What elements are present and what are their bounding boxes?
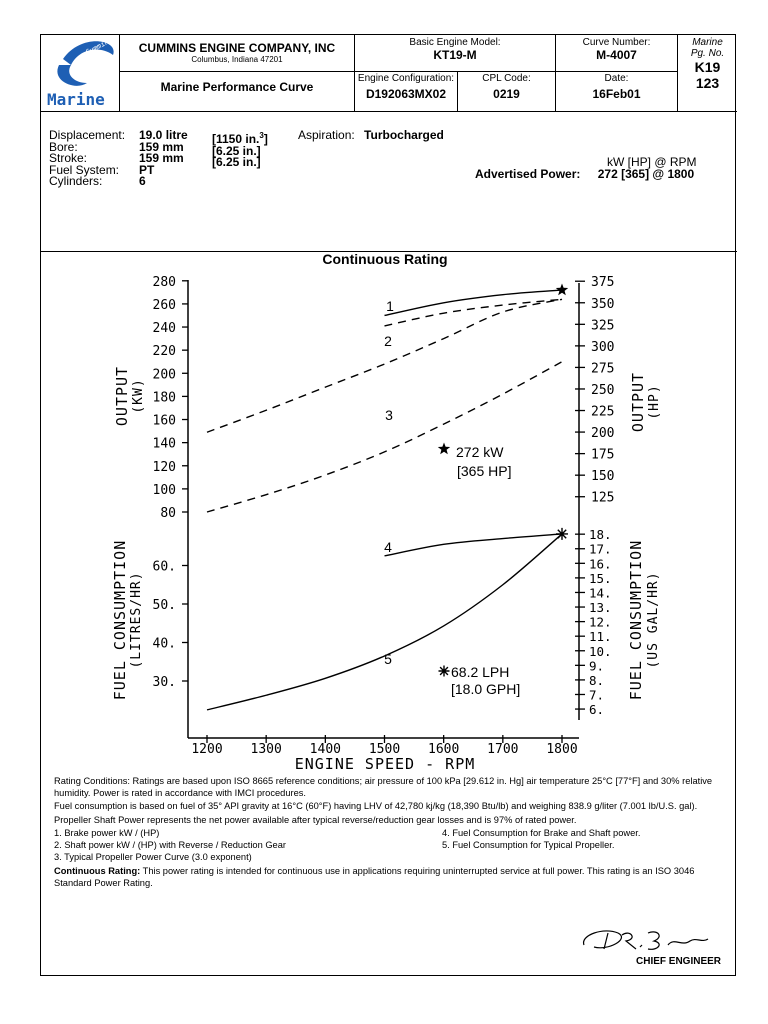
curve-legend-5: 5. Fuel Consumption for Typical Propeller. xyxy=(442,839,615,850)
config-cell xyxy=(355,72,458,112)
lph-tick-label: 30. xyxy=(152,675,176,690)
x-tick-label: 1300 xyxy=(250,742,282,757)
spec-imperial xyxy=(212,130,268,169)
kw-tick-label: 100 xyxy=(152,482,176,498)
fuel-annotation-lph: 68.2 LPH xyxy=(451,664,510,680)
fuel-system-label: Fuel System: xyxy=(49,162,120,177)
x-tick-label: 1600 xyxy=(428,742,460,757)
curve-legend-2: 2. Shaft power kW / (HP) with Reverse / Reduction Gear xyxy=(54,839,286,850)
page-cell xyxy=(678,35,737,112)
fuel-note: Fuel consumption is based on fuel of 35° API gravity at 16°C (60°F) having LHV of 42,780 kj/kg (18,390 Btu/lb) and weighing 838.9 g/liter (7.001 lb/U.S. gal). xyxy=(54,801,698,812)
gph-tick-label: 9. xyxy=(589,658,605,674)
displacement-imperial: [1150 in.$^3$] xyxy=(212,131,268,146)
curve-legend-3: 3. Typical Propeller Power Curve (3.0 exponent) xyxy=(54,851,252,862)
lph-tick-label: 40. xyxy=(152,636,176,652)
gph-tick-label: 12. xyxy=(589,614,612,630)
hp-tick-label: 125 xyxy=(591,490,615,506)
cpl-value: 0219 xyxy=(493,87,520,101)
continuous-rating-note: Continuous Rating: This power rating is intended for continuous use in applications requiring uninterrupted service at full power. This rating is an ISO 3046 Standard Power Rating. xyxy=(54,866,695,888)
kw-tick-label: 260 xyxy=(152,297,176,313)
spec-values xyxy=(139,130,188,188)
hp-tick-label: 150 xyxy=(591,469,615,485)
cylinders-label: Cylinders: xyxy=(49,174,103,188)
page-label-2: Pg. No. xyxy=(690,48,725,59)
hp-tick-label: 200 xyxy=(591,426,615,442)
chief-engineer: CHIEF ENGINEER xyxy=(636,956,722,967)
gph-tick-label: 11. xyxy=(589,629,612,645)
company-cell xyxy=(120,35,355,72)
page-value-1: K19 xyxy=(694,59,721,75)
company-address: Columbus, Indiana 47201 xyxy=(191,55,283,64)
kw-tick-label: 160 xyxy=(152,413,176,429)
gph-tick-label: 18. xyxy=(589,527,612,543)
gph-tick-label: 8. xyxy=(589,672,605,688)
hp-tick-label: 350 xyxy=(591,296,615,312)
config-label: Engine Configuration: xyxy=(357,73,455,84)
x-axis-title: ENGINE SPEED - RPM xyxy=(294,755,476,773)
curve-legend-row-1 xyxy=(54,828,730,840)
doc-title: Marine Performance Curve xyxy=(160,80,314,94)
date-cell xyxy=(556,72,678,112)
prop-note: Propeller Shaft Power represents the net power available after typical reverse/reduction gear losses and is 97% of rated power. xyxy=(54,814,577,825)
cummins-logo xyxy=(41,35,120,112)
logo-cell xyxy=(41,35,120,112)
kw-tick-label: 120 xyxy=(152,459,176,475)
stroke-value: 159 mm xyxy=(139,151,184,165)
stroke-imperial: [6.25 in.] xyxy=(212,155,261,169)
bore-label: Bore: xyxy=(49,139,78,154)
kw-tick-label: 240 xyxy=(152,321,176,337)
right-output-title: OUTPUT xyxy=(629,371,647,433)
x-tick-label: 1500 xyxy=(368,742,401,757)
right-fuel-units: (US GAL/HR) xyxy=(646,571,661,669)
curve-value: M-4007 xyxy=(596,48,637,62)
kw-tick-label: 220 xyxy=(152,344,176,360)
kw-tick-label: 180 xyxy=(152,390,176,406)
title-cell xyxy=(120,72,355,112)
power-annotation-kw: 272 kW xyxy=(456,444,504,460)
x-tick-label: 1700 xyxy=(487,742,519,757)
lph-tick-label: 60. xyxy=(152,559,176,575)
series-label: 5 xyxy=(384,651,392,667)
advertised-value: 272 [365] @ 1800 xyxy=(597,167,695,181)
kw-tick-label: 280 xyxy=(152,274,176,290)
cylinders-value: 6 xyxy=(139,174,146,188)
displacement-value: 19.0 litre xyxy=(139,128,188,142)
cpl-cell xyxy=(458,72,556,112)
logo-script: Cummins xyxy=(84,35,114,57)
model-value: KT19-M xyxy=(433,48,477,62)
curve-legend-row-2 xyxy=(54,840,730,852)
aspiration-value: Turbocharged xyxy=(364,128,444,142)
curve-cell xyxy=(556,35,678,72)
curve-legend-4: 4. Fuel Consumption for Brake and Shaft power. xyxy=(442,828,641,839)
notes xyxy=(54,776,730,891)
hp-tick-label: 250 xyxy=(591,382,615,398)
cpl-label: CPL Code: xyxy=(482,73,531,84)
displacement-label: Displacement: xyxy=(49,128,126,142)
config-value: D192063MX02 xyxy=(365,87,447,101)
x-tick-label: 1400 xyxy=(309,742,341,757)
right-output-units: (HP) xyxy=(647,384,662,420)
series-label: 1 xyxy=(386,298,394,314)
fuel-system-value: PT xyxy=(139,162,155,177)
gph-tick-label: 13. xyxy=(589,600,612,616)
power-annotation-hp: [365 HP] xyxy=(457,463,512,479)
kw-tick-label: 140 xyxy=(152,436,176,452)
gph-tick-label: 7. xyxy=(589,687,605,703)
company-name: CUMMINS ENGINE COMPANY, INC xyxy=(138,41,336,55)
left-output-units: (KW) xyxy=(131,378,146,414)
page-label-1: Marine xyxy=(692,37,723,48)
spec-labels xyxy=(49,130,125,188)
model-cell xyxy=(355,35,556,72)
left-fuel-units: (LITRES/HR) xyxy=(129,571,144,669)
aspiration-label: Aspiration: xyxy=(298,128,355,142)
logo-text: Marine xyxy=(47,90,105,109)
page-value-2: 123 xyxy=(695,75,720,91)
series-label: 2 xyxy=(384,333,392,349)
gph-tick-label: 10. xyxy=(589,643,612,659)
kw-tick-label: 80 xyxy=(160,506,176,521)
lph-tick-label: 50. xyxy=(152,598,176,613)
hp-tick-label: 175 xyxy=(591,447,615,463)
gph-tick-label: 15. xyxy=(589,570,612,586)
bore-imperial: [6.25 in.] xyxy=(212,143,261,158)
series-label: 4 xyxy=(384,539,392,555)
left-output-title: OUTPUT xyxy=(113,365,131,427)
right-fuel-title: FUEL CONSUMPTION xyxy=(627,539,645,701)
hp-tick-label: 375 xyxy=(591,275,615,291)
gph-tick-label: 17. xyxy=(589,541,612,557)
gph-tick-label: 14. xyxy=(589,585,612,601)
bore-value: 159 mm xyxy=(139,139,184,154)
gph-tick-label: 6. xyxy=(589,702,605,718)
advertised-power xyxy=(475,169,694,181)
kw-tick-label: 200 xyxy=(152,367,176,383)
curve-legend-1: 1. Brake power kW / (HP) xyxy=(54,828,160,839)
date-value: 16Feb01 xyxy=(592,87,641,101)
rating-conditions: Rating Conditions: Ratings are based upon ISO 8665 reference conditions; air pressure of 100 kPa [29.612 in. Hg] air temperature 25°C [77°F] and 30% relative humidity. Power is rated in accordance with IMCI procedures. xyxy=(54,776,713,798)
hp-tick-label: 300 xyxy=(591,339,615,355)
hp-tick-label: 275 xyxy=(591,361,615,377)
signature xyxy=(578,925,718,955)
curve-label: Curve Number: xyxy=(582,37,651,48)
fuel-annotation-gph: [18.0 GPH] xyxy=(451,681,521,697)
series-label: 3 xyxy=(385,407,393,423)
model-label: Basic Engine Model: xyxy=(409,37,501,48)
stroke-label: Stroke: xyxy=(49,151,88,165)
x-tick-label: 1200 xyxy=(191,742,223,757)
gph-tick-label: 16. xyxy=(589,556,612,572)
x-tick-label: 1800 xyxy=(546,742,578,757)
chart-title: Continuous Rating xyxy=(322,251,448,267)
date-label: Date: xyxy=(604,73,629,84)
left-fuel-title: FUEL CONSUMPTION xyxy=(111,539,129,701)
hp-tick-label: 325 xyxy=(591,318,615,334)
power-units: kW [HP] @ RPM xyxy=(607,155,697,169)
advertised-label: Advertised Power: xyxy=(475,167,581,181)
aspiration xyxy=(298,130,444,142)
hp-tick-label: 225 xyxy=(591,404,615,420)
